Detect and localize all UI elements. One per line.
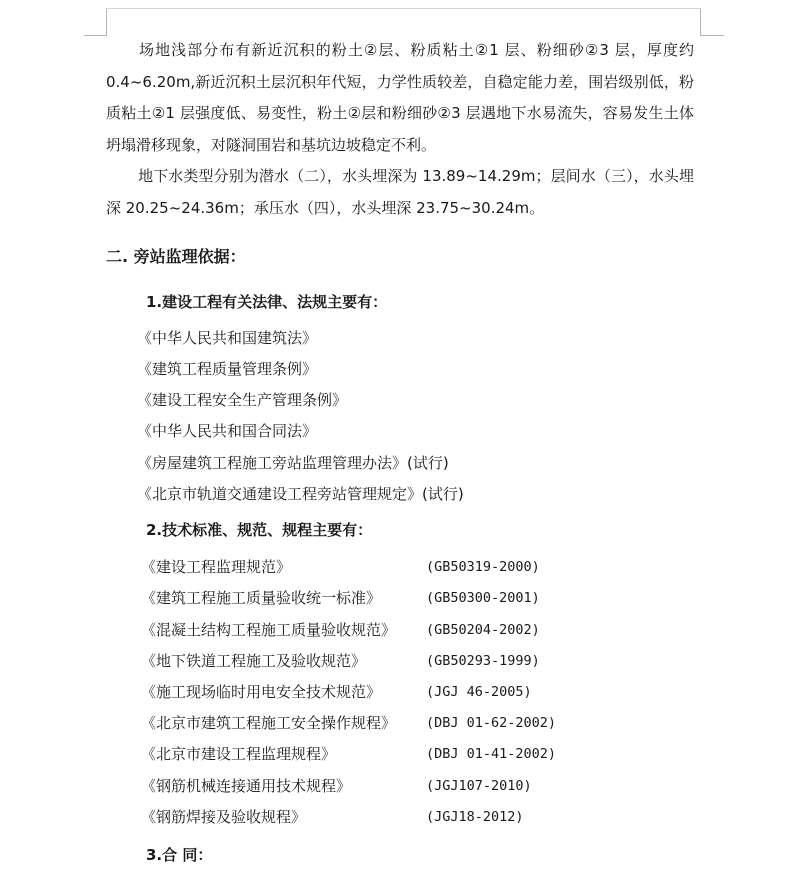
standard-name: 《北京市建筑工程施工安全操作规程》: [141, 714, 397, 732]
standard-code: (GB50204-2002): [426, 622, 540, 638]
section-title: 二. 旁站监理依据：: [106, 247, 246, 266]
crop-mark-top-left-horizontal: [84, 35, 107, 36]
crop-mark-top-right-vertical: [700, 8, 701, 36]
paragraph-groundwater-text: 地下水类型分别为潜水（二），水头埋深为 13.89~14.29m；层间水（三），水头埋深 20.25~24.36m；承压水（四），水头埋深 23.75~30.24m。: [106, 167, 694, 217]
paragraph-geology-text: 场地浅部分布有新近沉积的粉土②层、粉质粘土②1 层、粉细砂②3 层，厚度约 0.4~6.20m,新近沉积土层沉积年代短，力学性质较差，自稳定能力差，围岩级别低，粉质粘土②1 层强度低、易变性，粉土②层和粉细砂②3 层遇地下水易流失，容易发生土体坍塌滑移现象，对隧洞围岩和基坑边坡稳定不利。: [106, 41, 694, 154]
crop-mark-top-left-vertical: [106, 8, 107, 36]
standard-name: 《施工现场临时用电安全技术规范》: [141, 683, 382, 701]
standard-name: 《钢筋机械连接通用技术规程》: [141, 777, 352, 795]
law-item: 《中华人民共和国合同法》: [137, 422, 318, 440]
law-item: 《中华人民共和国建筑法》: [137, 329, 318, 347]
standard-name: 《建筑工程施工质量验收统一标准》: [141, 589, 382, 607]
standard-name: 《地下铁道工程施工及验收规范》: [141, 652, 367, 670]
law-item: 《房屋建筑工程施工旁站监理管理办法》(试行): [137, 454, 449, 472]
standard-code: (DBJ 01-62-2002): [426, 715, 557, 731]
page-top-border: [106, 8, 701, 9]
paragraph-geology: [106, 35, 694, 161]
standard-code: (DBJ 01-41-2002): [426, 746, 557, 762]
contract-heading: 3.合 同：: [146, 846, 213, 864]
standard-name: 《建设工程监理规范》: [141, 558, 292, 576]
standard-code: (JGJ107-2010): [426, 778, 532, 794]
crop-mark-top-right-horizontal: [700, 35, 724, 36]
standards-heading: 2.技术标准、规范、规程主要有：: [146, 521, 373, 539]
standard-name: 《混凝土结构工程施工质量验收规范》: [141, 621, 397, 639]
standard-code: (GB50319-2000): [426, 559, 540, 575]
standard-code: (GB50293-1999): [426, 653, 540, 669]
law-item: 《建设工程安全生产管理条例》: [137, 391, 348, 409]
laws-heading: 1.建设工程有关法律、法规主要有：: [146, 293, 388, 311]
standard-name: 《北京市建设工程监理规程》: [141, 745, 337, 763]
standard-code: (JGJ18-2012): [426, 809, 524, 825]
paragraph-groundwater: [106, 161, 694, 224]
law-item: 《建筑工程质量管理条例》: [137, 360, 318, 378]
law-item: 《北京市轨道交通建设工程旁站管理规定》(试行): [137, 485, 464, 503]
standard-code: (GB50300-2001): [426, 590, 540, 606]
standard-name: 《钢筋焊接及验收规程》: [141, 808, 307, 826]
standard-code: (JGJ 46-2005): [426, 684, 532, 700]
